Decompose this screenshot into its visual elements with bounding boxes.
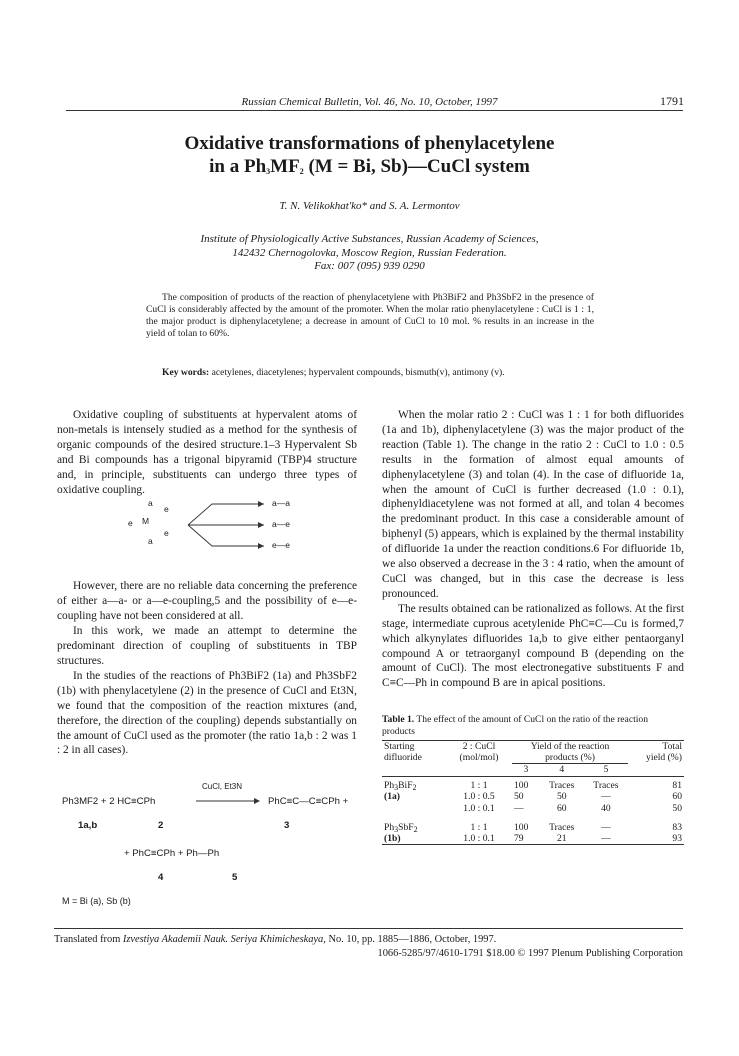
label-2: 2: [158, 820, 164, 831]
scheme-footnote: M = Bi (a), Sb (b): [62, 896, 131, 906]
copyright-line: 1066-5285/97/4610-1791 $18.00 © 1997 Plenum Publishing Corporation: [377, 948, 683, 959]
title-line-2: in a $Ph_3MF_2$ (M = Bi, Sb)—CuCl system: [209, 156, 530, 177]
running-head: Russian Chemical Bulletin, Vol. 46, No. 10, October, 1997: [241, 96, 498, 108]
paragraph: In the studies of the reactions of Ph3BiF2 (1a) and Ph3SbF2 (1b) with phenylacetylene (2) in the presence of CuCl and Et3N, we found that the composition of the reaction mixtures (and, therefore, the direction of the coupling) depends substantially on the amount of CuCl used as the promoter (the ratio 1a,b : 2 was 1 : 2 in all cases).: [57, 669, 357, 757]
table-row: $Ph_3SbF_2$ 1 : 1 100 Traces — 83: [384, 821, 682, 834]
scheme-rhs1: PhC≡C—C≡CPh +: [268, 796, 349, 807]
col-header: Total yield (%): [646, 741, 682, 764]
authors: T. N. Velikokhat'ko* and S. A. Lermontov: [279, 200, 460, 212]
abstract: The composition of products of the reaction of phenylacetylene with Ph3BiF2 and Ph3SbF2 in the presence of CuCl is considerably affected by the amount of the promoter. When the molar ratio phenylacetylene : CuCl is 1 : 1, the major product is diphenylacetylene; a decrease in amount of CuCl to 10 mol. % results in an increase in the yield of tolan to 60%.: [146, 292, 594, 339]
label-5: 5: [232, 872, 238, 883]
scheme-conditions: CuCl, Et3N: [202, 782, 243, 791]
table-row: 1.0 : 0.1 — 60 40 50: [463, 802, 682, 814]
page-number: 1791: [660, 94, 684, 108]
table-row: (1a) 1.0 : 0.5 50 50 — 60: [384, 791, 682, 803]
table-row: (1b) 1.0 : 0.1 79 21 — 93: [384, 832, 682, 844]
right-column: [382, 408, 684, 691]
scheme-lhs: Ph3MF2 + 2 HC≡CPh: [62, 796, 156, 807]
keywords: Key words: acetylenes, diacetylenes; hypervalent compounds, bismuth(v), antimony (v).: [162, 367, 505, 378]
label-4: 4: [158, 872, 164, 883]
table-caption: Table 1. The effect of the amount of CuCl on the ratio of the reaction products: [382, 714, 649, 737]
label-3: 3: [284, 820, 290, 831]
col-header: 2 : CuCl (mol/mol): [459, 741, 499, 764]
col-header: Yield of the reaction products (%): [530, 741, 610, 764]
label-1ab: 1a,b: [78, 820, 98, 831]
article-title: [60, 132, 679, 178]
table-row: $Ph_3BiF_2$ 1 : 1 100 Traces Traces 81: [384, 780, 682, 793]
paragraph: Oxidative coupling of substituents at hypervalent atoms of non-metals is intensely studied as a method for the synthesis of organic compounds of the desired structure.1–3 Hypervalent Sb and Bi compounds has a trigonal bipyramid (TBP)4 structure and, in principle, substituents can undergo three types of oxidative coupling.: [57, 409, 357, 496]
footer-rule: [54, 928, 683, 929]
title-line-1: Oxidative transformations of phenylacetylene: [184, 133, 555, 154]
left-column: [57, 408, 357, 758]
scheme-arrow: [196, 797, 262, 805]
coupling-arrows: [186, 498, 266, 552]
paragraph: The results obtained can be rationalized as follows. At the first stage, intermediate cuprous acetylenide PhC≡C—Cu is formed,7 which alkynylates difluorides 1a,b to give either pentaorganyl compound A or tetraorganyl compound B (depending on the amount of CuCl). The most electronegative substituents F and C≡C—Ph in compound B are in apical positions.: [382, 602, 684, 690]
affiliation: Institute of Physiologically Active Substances, Russian Academy of Sciences, 142432 Chernogolovka, Moscow Region, Russian Federation. Fax: 007 (095) 939 0290: [200, 233, 539, 272]
scheme-rhs2: + PhC≡CPh + Ph—Ph: [124, 848, 220, 859]
paragraph: When the molar ratio 2 : CuCl was 1 : 1 for both difluorides (1a and 1b), diphenylacetylene (3) was the major product of the reaction (Table 1). The change in the ratio 2 : CuCl to 1.0 : 0.5 results in the formation of almost equal amounts of diphenylacetylene (3) and tolan (4). In the case of difluoride 1a, when the amount of CuCl is further decreased (1.0 : 0.1), diphenyldiacetylene was not formed at all, and tolan 4 becomes the predominant product. In this case a considerable amount of biphenyl (5) appears, which is explained by the thermal instability of difluoride 1a under the reaction conditions.6 For difluoride 1b, we also observed a decrease in the 3 : 4 ratio, when the amount of CuCl was changed, but in this case the decrease is less pronounced.: [382, 409, 684, 600]
header-rule: [66, 110, 683, 111]
table-1: Starting difluoride 2 : CuCl (mol/mol) Yield of the reaction products (%) Total yield (%) 3 4 5 $Ph_3BiF_2$ 1 : 1 100 Traces Traces 81 (1a) 1.0 : 0.5 50 50 — 60 1.0 : 0.1 — 60 40 50 $Ph_3SbF_2$ 1 : 1 100 Traces — 83 (1b) 1.0 : 0.1 79 21 — 93: [384, 741, 682, 844]
translation-note: Translated from Izvestiya Akademii Nauk. Seriya Khimicheskaya, No. 10, pp. 1885—1886, October, 1997.: [54, 934, 497, 945]
paragraph: In this work, we made an attempt to determine the predominant direction of coupling of substituents in TBP structures.: [57, 625, 357, 667]
paragraph: However, there are no reliable data concerning the preference of either a—a- or a—e-coupling,5 and the possibility of e—e-coupling have not been considered at all.: [57, 580, 357, 623]
coupling-diagram: a e e M e a a—a a—e e—e: [128, 498, 290, 550]
col-header: Starting difluoride: [384, 741, 422, 764]
